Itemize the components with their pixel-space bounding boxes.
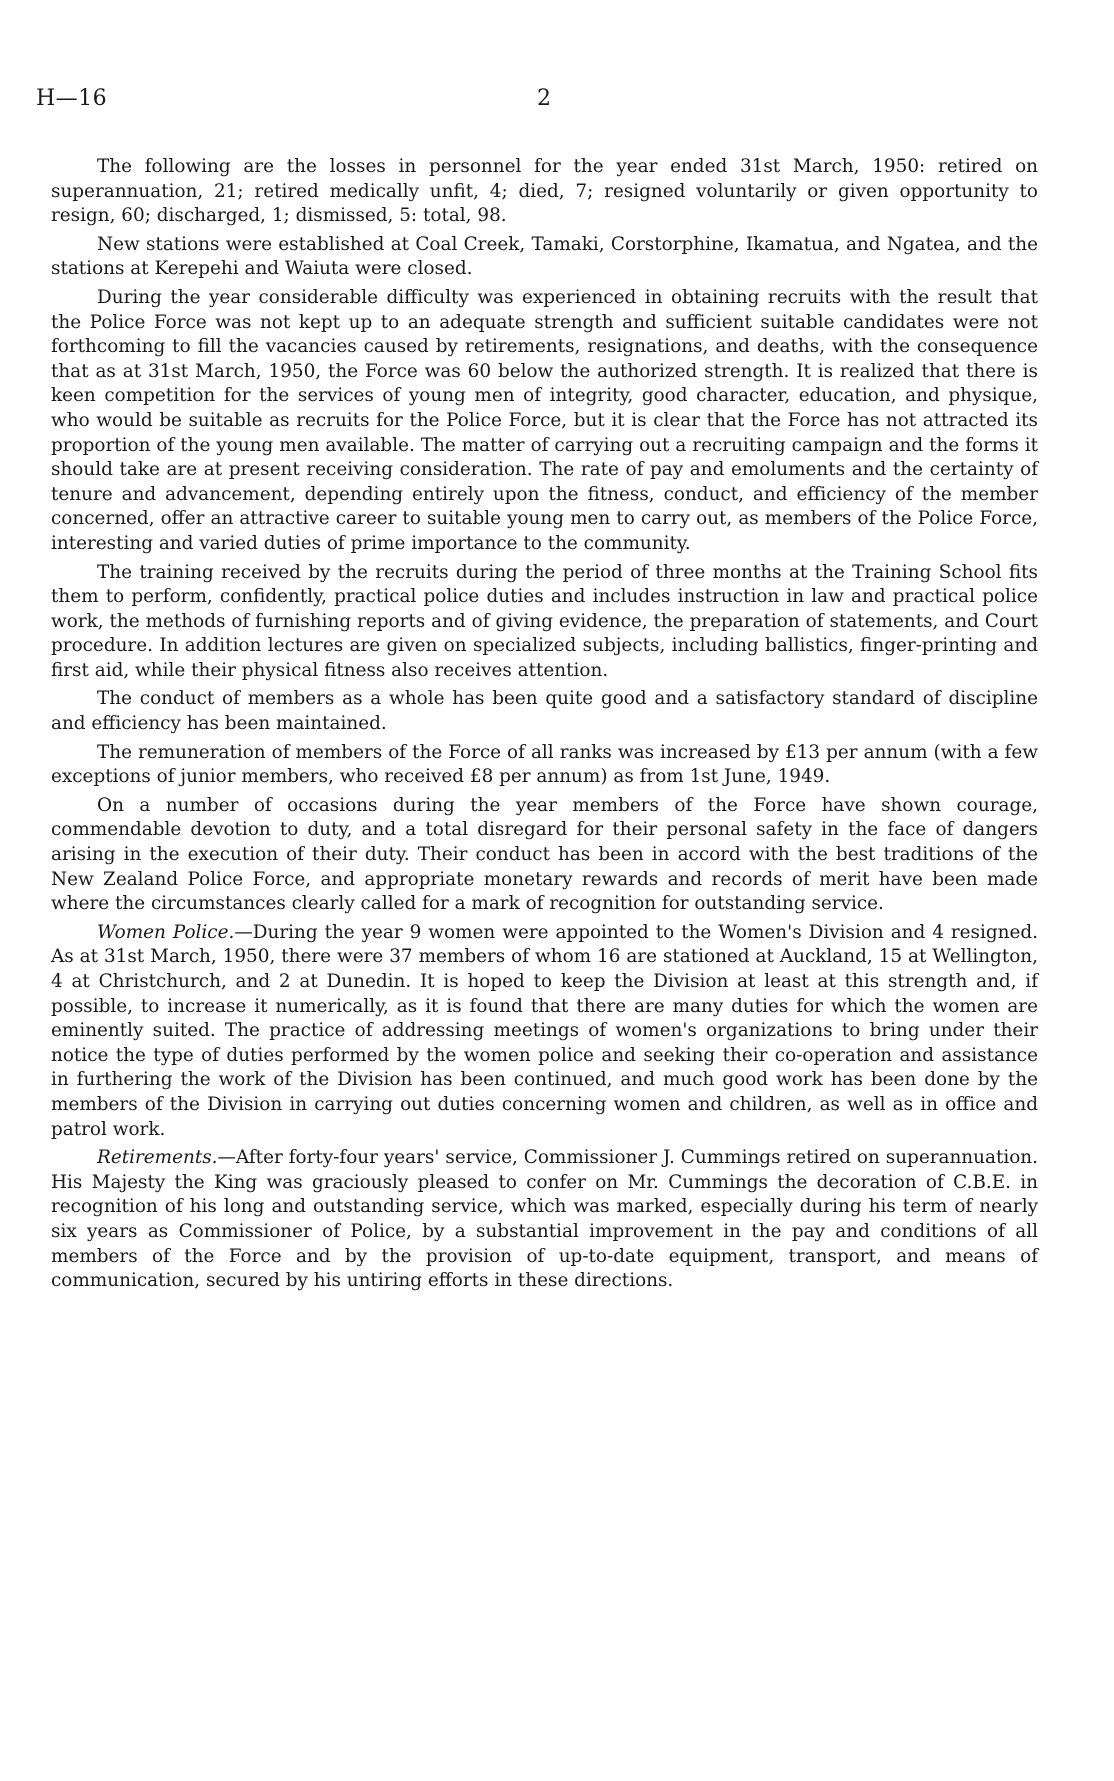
paragraph-recruitment: During the year considerable difficulty was experienced in obtaining recruits with the result that the Police Force was not kept up to an adequate strength and sufficient suitable candidates were not forthcoming to fill the vacancies caused by retirements, resignations, and deaths, with the consequence that as at 31st March, 1950, the Force was 60 below the authorized strength. It is realized that there is keen competition for the services of young men of integrity, good character, education, and physique, who would be suitable as recruits for the Police Force, but it is clear that the Force has not attracted its proportion of the young men available. The matter of carrying out a recruiting campaign and the forms it should take are at present receiving consideration. The rate of pay and emoluments and the certainty of tenure and advancement, depending entirely upon the fitness, conduct, and efficiency of the member concerned, offer an attractive career to suitable young men to carry out, as members of the Police Force, interesting and varied duties of prime importance to the community. [51, 286, 1038, 554]
retirements-text: —After forty-four years' service, Commissioner J. Cummings retired on superannuation. His Majesty the King was graciously pleased to confer on Mr. Cummings the decoration of C.B.E. in recognition of his long and outstanding service, which was marked, especially during his term of nearly six years as Commissioner of Police, by a substantial improvement in the pay and conditions of all members of the Force and by the provision of up-to-date equipment, transport, and means of communication, secured by his untiring efforts in these directions. [51, 1147, 1038, 1292]
women-police-text: —During the year 9 women were appointed to the Women's Division and 4 resigned. As at 31st March, 1950, there were 37 members of whom 16 are stationed at Auckland, 15 at Wellington, 4 at Christchurch, and 2 at Dunedin. It is hoped to keep the Division at least at this strength and, if possible, to increase it numerically, as it is found that there are many duties for which the women are eminently suited. The practice of addressing meetings of women's organizations to bring under their notice the type of duties performed by the women police and seeking their co-operation and assistance in furthering the work of the Division has been continued, and much good work has been done by the members of the Division in carrying out duties concerning women and children, as well as in office and patrol work. [51, 921, 1038, 1140]
paragraph-conduct: The conduct of members as a whole has been quite good and a satisfactory standard of discipline and efficiency has been maintained. [51, 688, 1038, 735]
paragraph-remuneration: The remuneration of members of the Force of all ranks was increased by £13 per annum (with a few exceptions of junior members, who received £8 per annum) as from 1st June, 1949. [51, 741, 1038, 788]
paragraph-training: The training received by the recruits during the period of three months at the Training School fits them to perform, confidently, practical police duties and includes instruction in law and practical police work, the methods of furnishing reports and of giving evidence, the preparation of statements, and Court procedure. In addition lectures are given on specialized subjects, including ballistics, finger-printing and first aid, while their physical fitness also receives attention. [51, 561, 1038, 681]
paragraph-retirements [51, 1146, 1038, 1294]
paragraph-courage: On a number of occasions during the year members of the Force have shown courage, commendable devotion to duty, and a total disregard for their personal safety in the face of dangers arising in the execution of their duty. Their conduct has been in accord with the best traditions of the New Zealand Police Force, and appropriate monetary rewards and records of merit have been made where the circumstances clearly called for a mark of recognition for outstanding service. [51, 794, 1038, 915]
body-text [51, 155, 1038, 1298]
paragraph-women-police [51, 921, 1038, 1142]
paragraph-new-stations: New stations were established at Coal Creek, Tamaki, Corstorphine, Ikamatua, and Ngatea, and the stations at Kerepehi and Waiuta were closed. [51, 233, 1038, 280]
retirements-heading: Retirements. [97, 1147, 218, 1169]
paragraph-personnel-losses: The following are the losses in personnel for the year ended 31st March, 1950: retired on superannuation, 21; retired medically unfit, 4; died, 7; resigned voluntarily or given opportunity to resign, 60; discharged, 1; dismissed, 5: total, 98. [51, 156, 1038, 227]
document-reference: H—16 [36, 86, 108, 111]
women-police-heading: Women Police. [97, 921, 235, 943]
page-number: 2 [537, 86, 551, 111]
